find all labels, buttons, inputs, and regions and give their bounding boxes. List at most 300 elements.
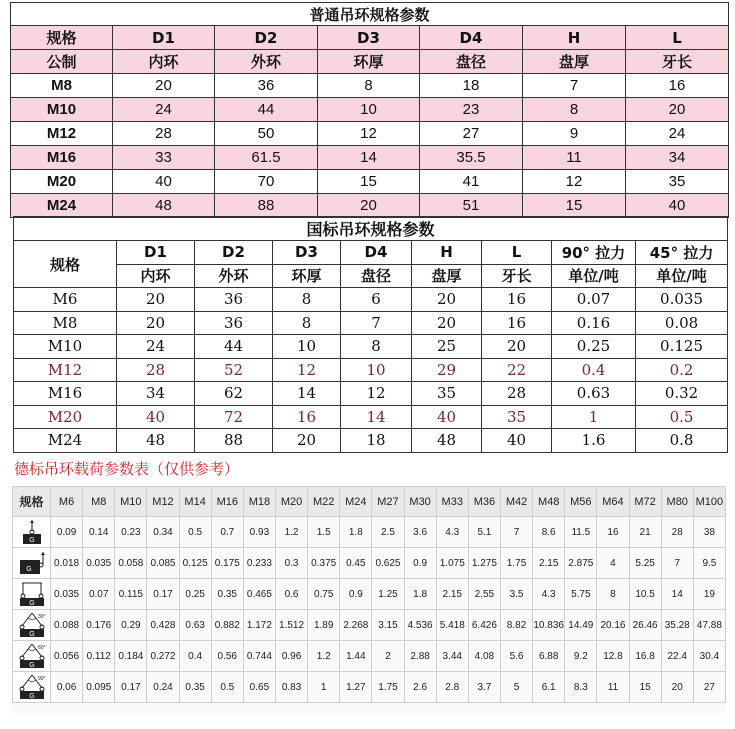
table3-cell: 7 — [500, 517, 532, 548]
din-load-table — [12, 486, 726, 703]
table3-cell: 8.6 — [533, 517, 565, 548]
table3-cell: 0.3 — [275, 548, 307, 579]
table3-size-header: M72 — [629, 487, 661, 517]
table2-cell: 1.6 — [552, 429, 636, 453]
table3-cell: 19 — [693, 579, 725, 610]
table3-cell: 0.14 — [83, 517, 115, 548]
table2-subheader-cell: 盘厚 — [412, 264, 482, 288]
table2-cell: 0.63 — [552, 382, 636, 406]
table2-header-cell: D2 — [195, 241, 273, 265]
table3-cell: 0.112 — [83, 641, 115, 672]
table3-cell: 2 — [372, 641, 404, 672]
din-load-table-heading: 德标吊环载荷参数表（仅供参考） — [14, 460, 240, 478]
table2-cell: 0.125 — [636, 335, 728, 359]
table2-cell: 22 — [482, 358, 552, 382]
table2-subheader-cell: 外环 — [195, 264, 273, 288]
table3-cell: 0.9 — [404, 548, 436, 579]
table2-cell: 34 — [117, 382, 195, 406]
table2-subheader-cell: 单位/吨 — [552, 264, 636, 288]
table2-cell: 1 — [552, 405, 636, 429]
table3-cell: 5.418 — [436, 610, 468, 641]
table3-cell: 35.28 — [661, 610, 693, 641]
table3-row — [13, 672, 726, 703]
table1-row — [11, 194, 729, 218]
table2-cell: M20 — [14, 405, 117, 429]
table1-cell: 88 — [215, 194, 318, 218]
gb-eyebolt-table — [13, 216, 728, 453]
table3-cell: 38 — [693, 517, 725, 548]
table3-cell: 0.272 — [147, 641, 179, 672]
table2-cell: 20 — [412, 311, 482, 335]
table3-cell: 0.6 — [275, 579, 307, 610]
table1-header-cell: H — [523, 26, 626, 50]
table2-cell: 0.07 — [552, 288, 636, 312]
table3-cell: 14.49 — [565, 610, 597, 641]
table3-size-header: M36 — [468, 487, 500, 517]
table3-cell: 5.6 — [500, 641, 532, 672]
table2-cell: 0.32 — [636, 382, 728, 406]
table2-cell: 0.4 — [552, 358, 636, 382]
table3-cell: 0.9 — [340, 579, 372, 610]
table3-cell: 1.27 — [340, 672, 372, 703]
table2-cell: 28 — [117, 358, 195, 382]
table3-size-header: M24 — [340, 487, 372, 517]
table1-row — [11, 170, 729, 194]
table1-cell: 27 — [420, 122, 523, 146]
table3-cell: 11 — [597, 672, 629, 703]
table3-cell: 1.8 — [404, 579, 436, 610]
table3-cell: 4.3 — [436, 517, 468, 548]
table3-cell: 0.29 — [115, 610, 147, 641]
table2-header-cell: D1 — [117, 241, 195, 265]
table3-cell: 2.55 — [468, 579, 500, 610]
table2-cell: 48 — [117, 429, 195, 453]
table1-subheader-cell: 盘厚 — [523, 50, 626, 74]
table3-cell: 0.744 — [243, 641, 275, 672]
table3-size-header: M6 — [51, 487, 83, 517]
table1-cell: 23 — [420, 98, 523, 122]
table2-cell: M6 — [14, 288, 117, 312]
table3-cell: 9.2 — [565, 641, 597, 672]
table3-cell: 0.75 — [308, 579, 340, 610]
table3-cell: 4.536 — [404, 610, 436, 641]
table2-cell: 0.16 — [552, 311, 636, 335]
table3-cell: 47.88 — [693, 610, 725, 641]
table3-row — [13, 610, 726, 641]
table2-cell: 25 — [412, 335, 482, 359]
double-vertical-lift-icon — [13, 579, 51, 610]
standard-eyebolt-table — [10, 2, 729, 218]
table3-corner-header: 规格 — [13, 487, 51, 517]
table1-row — [11, 122, 729, 146]
table1-cell: 40 — [626, 194, 729, 218]
table3-row — [13, 641, 726, 672]
table1-header-cell: L — [626, 26, 729, 50]
table1-cell: 35 — [626, 170, 729, 194]
table2-row — [14, 405, 728, 429]
table1-subheader-cell: 牙长 — [626, 50, 729, 74]
table3-cell: 0.056 — [51, 641, 83, 672]
table3-cell: 3.6 — [404, 517, 436, 548]
table2-subheader-cell: 内环 — [117, 264, 195, 288]
table1-cell: M10 — [11, 98, 113, 122]
table1-cell: 33 — [113, 146, 215, 170]
table2-cell: 62 — [195, 382, 273, 406]
table3-cell: 16.8 — [629, 641, 661, 672]
table2-cell: 20 — [273, 429, 341, 453]
table3-cell: 27 — [693, 672, 725, 703]
table3-row — [13, 517, 726, 548]
table3-cell: 0.17 — [147, 579, 179, 610]
table3-cell: 0.7 — [211, 517, 243, 548]
table3-cell: 0.63 — [179, 610, 211, 641]
table1-subheader-cell: 外环 — [215, 50, 318, 74]
table1-subheader-cell: 盘径 — [420, 50, 523, 74]
table3-size-header: M42 — [500, 487, 532, 517]
table2-row — [14, 311, 728, 335]
table1-header-cell: 规格 — [11, 26, 113, 50]
table3-cell: 6.88 — [533, 641, 565, 672]
table1-header-cell: D4 — [420, 26, 523, 50]
table1-title: 普通吊环规格参数 — [11, 3, 729, 26]
table3-size-header: M14 — [179, 487, 211, 517]
table3-size-header: M20 — [275, 487, 307, 517]
table1-cell: M16 — [11, 146, 113, 170]
svg-text:30°: 30° — [37, 614, 46, 620]
table1-header-cell: D3 — [318, 26, 420, 50]
table2-cell: 20 — [412, 288, 482, 312]
table1-cell: 7 — [523, 74, 626, 98]
table2-cell: 0.5 — [636, 405, 728, 429]
table3-cell: 4.08 — [468, 641, 500, 672]
table1-cell: 11 — [523, 146, 626, 170]
table3-cell: 10.5 — [629, 579, 661, 610]
table2-cell: 20 — [117, 311, 195, 335]
table3-cell: 8.3 — [565, 672, 597, 703]
table3-size-header: M33 — [436, 487, 468, 517]
table1-cell: 41 — [420, 170, 523, 194]
table1-cell: 70 — [215, 170, 318, 194]
table2-cell: 18 — [341, 429, 412, 453]
svg-text:G: G — [28, 537, 35, 544]
table1-cell: M12 — [11, 122, 113, 146]
table1-cell: 48 — [113, 194, 215, 218]
table2-cell: 52 — [195, 358, 273, 382]
table2-cell: 36 — [195, 288, 273, 312]
angle-60-lift-icon — [13, 641, 51, 672]
table2-cell: 12 — [273, 358, 341, 382]
table2-cell: 36 — [195, 311, 273, 335]
table2-header-cell: 45° 拉力 — [636, 241, 728, 265]
table3-cell: 0.428 — [147, 610, 179, 641]
table3-cell: 1.75 — [372, 672, 404, 703]
table2-cell: 40 — [482, 429, 552, 453]
table3-cell: 3.5 — [500, 579, 532, 610]
table1-cell: 20 — [113, 74, 215, 98]
table3-cell: 1.172 — [243, 610, 275, 641]
table3-cell: 4 — [597, 548, 629, 579]
table2-cell: 16 — [482, 311, 552, 335]
table3-cell: 11.5 — [565, 517, 597, 548]
table3-cell: 0.115 — [115, 579, 147, 610]
table3-size-header: M100 — [693, 487, 725, 517]
table3-cell: 1.44 — [340, 641, 372, 672]
table3-cell: 0.93 — [243, 517, 275, 548]
table1-cell: 8 — [318, 74, 420, 98]
table1-cell: 16 — [626, 74, 729, 98]
table3-size-header: M8 — [83, 487, 115, 517]
table3-cell: 1.2 — [308, 641, 340, 672]
table1-cell: 12 — [523, 170, 626, 194]
table3-cell: 0.035 — [51, 579, 83, 610]
single-side-lift-icon — [13, 548, 51, 579]
table2-cell: 10 — [273, 335, 341, 359]
table1-cell: 15 — [523, 194, 626, 218]
table2-cell: M10 — [14, 335, 117, 359]
table3-cell: 22.4 — [661, 641, 693, 672]
table1-cell: 20 — [626, 98, 729, 122]
table3-size-header: M48 — [533, 487, 565, 517]
table3-cell: 6.1 — [533, 672, 565, 703]
table3-cell: 0.35 — [179, 672, 211, 703]
table2-spec-header: 规格 — [14, 241, 117, 288]
table2-cell: 8 — [341, 335, 412, 359]
table3-cell: 2.6 — [404, 672, 436, 703]
table3-size-header: M80 — [661, 487, 693, 517]
table3-row — [13, 548, 726, 579]
angle-30-lift-icon — [13, 610, 51, 641]
table2-cell: 6 — [341, 288, 412, 312]
svg-text:G: G — [28, 662, 35, 669]
table3-cell: 0.184 — [115, 641, 147, 672]
table2-cell: 8 — [273, 288, 341, 312]
table3-cell: 0.018 — [51, 548, 83, 579]
table2-cell: 14 — [273, 382, 341, 406]
table3-cell: 12.8 — [597, 641, 629, 672]
table3-cell: 3.7 — [468, 672, 500, 703]
table3-cell: 1.2 — [275, 517, 307, 548]
table3-row — [13, 579, 726, 610]
angle-90-lift-icon — [13, 672, 51, 703]
table1-cell: 35.5 — [420, 146, 523, 170]
table3-cell: 0.35 — [211, 579, 243, 610]
table3-cell: 0.4 — [179, 641, 211, 672]
table1-row — [11, 74, 729, 98]
table2-title: 国标吊环规格参数 — [14, 217, 728, 241]
table2-cell: 40 — [412, 405, 482, 429]
table1-cell: 50 — [215, 122, 318, 146]
table3-cell: 30.4 — [693, 641, 725, 672]
table3-cell: 0.5 — [211, 672, 243, 703]
table3-cell: 0.23 — [115, 517, 147, 548]
single-vertical-lift-icon — [13, 517, 51, 548]
table1-cell: M8 — [11, 74, 113, 98]
table3-cell: 0.882 — [211, 610, 243, 641]
table3-cell: 0.56 — [211, 641, 243, 672]
table3-cell: 5.25 — [629, 548, 661, 579]
table3-cell: 0.34 — [147, 517, 179, 548]
table3-cell: 28 — [661, 517, 693, 548]
table3-cell: 6.426 — [468, 610, 500, 641]
table3-cell: 1.25 — [372, 579, 404, 610]
table3-cell: 20 — [661, 672, 693, 703]
table1-cell: 12 — [318, 122, 420, 146]
table2-cell: 72 — [195, 405, 273, 429]
table3-size-header: M18 — [243, 487, 275, 517]
table2-cell: 14 — [341, 405, 412, 429]
table1-cell: 28 — [113, 122, 215, 146]
table1-cell: 61.5 — [215, 146, 318, 170]
table3-cell: 1.275 — [468, 548, 500, 579]
table3-cell: 0.07 — [83, 579, 115, 610]
table1-cell: 18 — [420, 74, 523, 98]
table1-cell: 44 — [215, 98, 318, 122]
table3-cell: 0.06 — [51, 672, 83, 703]
table3-size-header: M64 — [597, 487, 629, 517]
table3-cell: 16 — [597, 517, 629, 548]
table3-cell: 4.3 — [533, 579, 565, 610]
table2-cell: 7 — [341, 311, 412, 335]
table2-cell: 20 — [482, 335, 552, 359]
table3-cell: 0.233 — [243, 548, 275, 579]
table2-row — [14, 382, 728, 406]
table3-cell: 0.24 — [147, 672, 179, 703]
table1-subheader-cell: 公制 — [11, 50, 113, 74]
table3-cell: 0.058 — [115, 548, 147, 579]
table3-cell: 5.1 — [468, 517, 500, 548]
table3-cell: 15 — [629, 672, 661, 703]
table3-cell: 21 — [629, 517, 661, 548]
table2-cell: 35 — [412, 382, 482, 406]
table3-cell: 2.5 — [372, 517, 404, 548]
table2-cell: 0.2 — [636, 358, 728, 382]
table3-cell: 2.875 — [565, 548, 597, 579]
table1-cell: 15 — [318, 170, 420, 194]
table2-cell: 29 — [412, 358, 482, 382]
svg-text:G: G — [25, 566, 32, 573]
table2-header-cell: L — [482, 241, 552, 265]
table3-cell: 5 — [500, 672, 532, 703]
table1-cell: 9 — [523, 122, 626, 146]
table2-cell: M8 — [14, 311, 117, 335]
table2-cell: M12 — [14, 358, 117, 382]
table1-cell: 24 — [113, 98, 215, 122]
table3-cell: 0.035 — [83, 548, 115, 579]
table3-cell: 26.46 — [629, 610, 661, 641]
table3-cell: 5.75 — [565, 579, 597, 610]
table2-cell: 0.25 — [552, 335, 636, 359]
table3-cell: 3.15 — [372, 610, 404, 641]
table3-cell: 2.8 — [436, 672, 468, 703]
table3-cell: 1.8 — [340, 517, 372, 548]
table3-cell: 0.09 — [51, 517, 83, 548]
table3-cell: 0.65 — [243, 672, 275, 703]
svg-text:G: G — [28, 631, 35, 638]
table3-cell: 2.15 — [436, 579, 468, 610]
table3-cell: 9.5 — [693, 548, 725, 579]
table3-cell: 8 — [597, 579, 629, 610]
table2-cell: 48 — [412, 429, 482, 453]
table3-cell: 0.085 — [147, 548, 179, 579]
table3-cell: 0.375 — [308, 548, 340, 579]
table2-subheader-cell: 单位/吨 — [636, 264, 728, 288]
table3-cell: 7 — [661, 548, 693, 579]
svg-text:90°: 90° — [37, 676, 46, 682]
table1-cell: 10 — [318, 98, 420, 122]
table3-cell: 1.512 — [275, 610, 307, 641]
table2-cell: 12 — [341, 382, 412, 406]
svg-text:60°: 60° — [37, 645, 46, 651]
table3-cell: 0.25 — [179, 579, 211, 610]
table2-header-cell: 90° 拉力 — [552, 241, 636, 265]
table3-cell: 0.17 — [115, 672, 147, 703]
table3-size-header: M27 — [372, 487, 404, 517]
table2-cell: 8 — [273, 311, 341, 335]
table2-cell: 0.035 — [636, 288, 728, 312]
table2-cell: 40 — [117, 405, 195, 429]
table3-cell: 0.088 — [51, 610, 83, 641]
table1-cell: 51 — [420, 194, 523, 218]
table3-cell: 1.75 — [500, 548, 532, 579]
table2-cell: 44 — [195, 335, 273, 359]
table3-cell: 0.5 — [179, 517, 211, 548]
table3-size-header: M12 — [147, 487, 179, 517]
table2-cell: M16 — [14, 382, 117, 406]
table3-cell: 0.095 — [83, 672, 115, 703]
table3-cell: 1.075 — [436, 548, 468, 579]
table2-subheader-cell: 环厚 — [273, 264, 341, 288]
table2-row — [14, 288, 728, 312]
table1-subheader-cell: 环厚 — [318, 50, 420, 74]
table1-subheader-cell: 内环 — [113, 50, 215, 74]
table2-subheader-cell: 牙长 — [482, 264, 552, 288]
table1-cell: 8 — [523, 98, 626, 122]
table2-cell: 16 — [482, 288, 552, 312]
table3-size-header: M56 — [565, 487, 597, 517]
din-load-table-container — [12, 486, 726, 714]
table3-cell: 1.5 — [308, 517, 340, 548]
table2-row — [14, 335, 728, 359]
svg-text:G: G — [28, 693, 35, 700]
table2-header-cell: H — [412, 241, 482, 265]
table2-header-cell: D4 — [341, 241, 412, 265]
table3-cell: 0.175 — [211, 548, 243, 579]
table3-cell: 14 — [661, 579, 693, 610]
table1-cell: M24 — [11, 194, 113, 218]
table3-size-header: M16 — [211, 487, 243, 517]
table2-cell: 28 — [482, 382, 552, 406]
table3-cell: 2.268 — [340, 610, 372, 641]
table3-cell: 1.89 — [308, 610, 340, 641]
table3-cell: 8.82 — [500, 610, 532, 641]
table2-cell: 88 — [195, 429, 273, 453]
table3-size-header: M10 — [115, 487, 147, 517]
table2-header-cell: D3 — [273, 241, 341, 265]
table3-cell: 0.465 — [243, 579, 275, 610]
table2-cell: 10 — [341, 358, 412, 382]
table1-cell: 24 — [626, 122, 729, 146]
table3-cell: 0.176 — [83, 610, 115, 641]
svg-text:G: G — [28, 600, 35, 607]
table3-cell: 10.836 — [533, 610, 565, 641]
table3-cell: 3.44 — [436, 641, 468, 672]
table1-row — [11, 98, 729, 122]
table2-subheader-cell: 盘径 — [341, 264, 412, 288]
table1-cell: 36 — [215, 74, 318, 98]
table2-cell: 0.08 — [636, 311, 728, 335]
table3-cell: 0.625 — [372, 548, 404, 579]
table2-cell: 35 — [482, 405, 552, 429]
